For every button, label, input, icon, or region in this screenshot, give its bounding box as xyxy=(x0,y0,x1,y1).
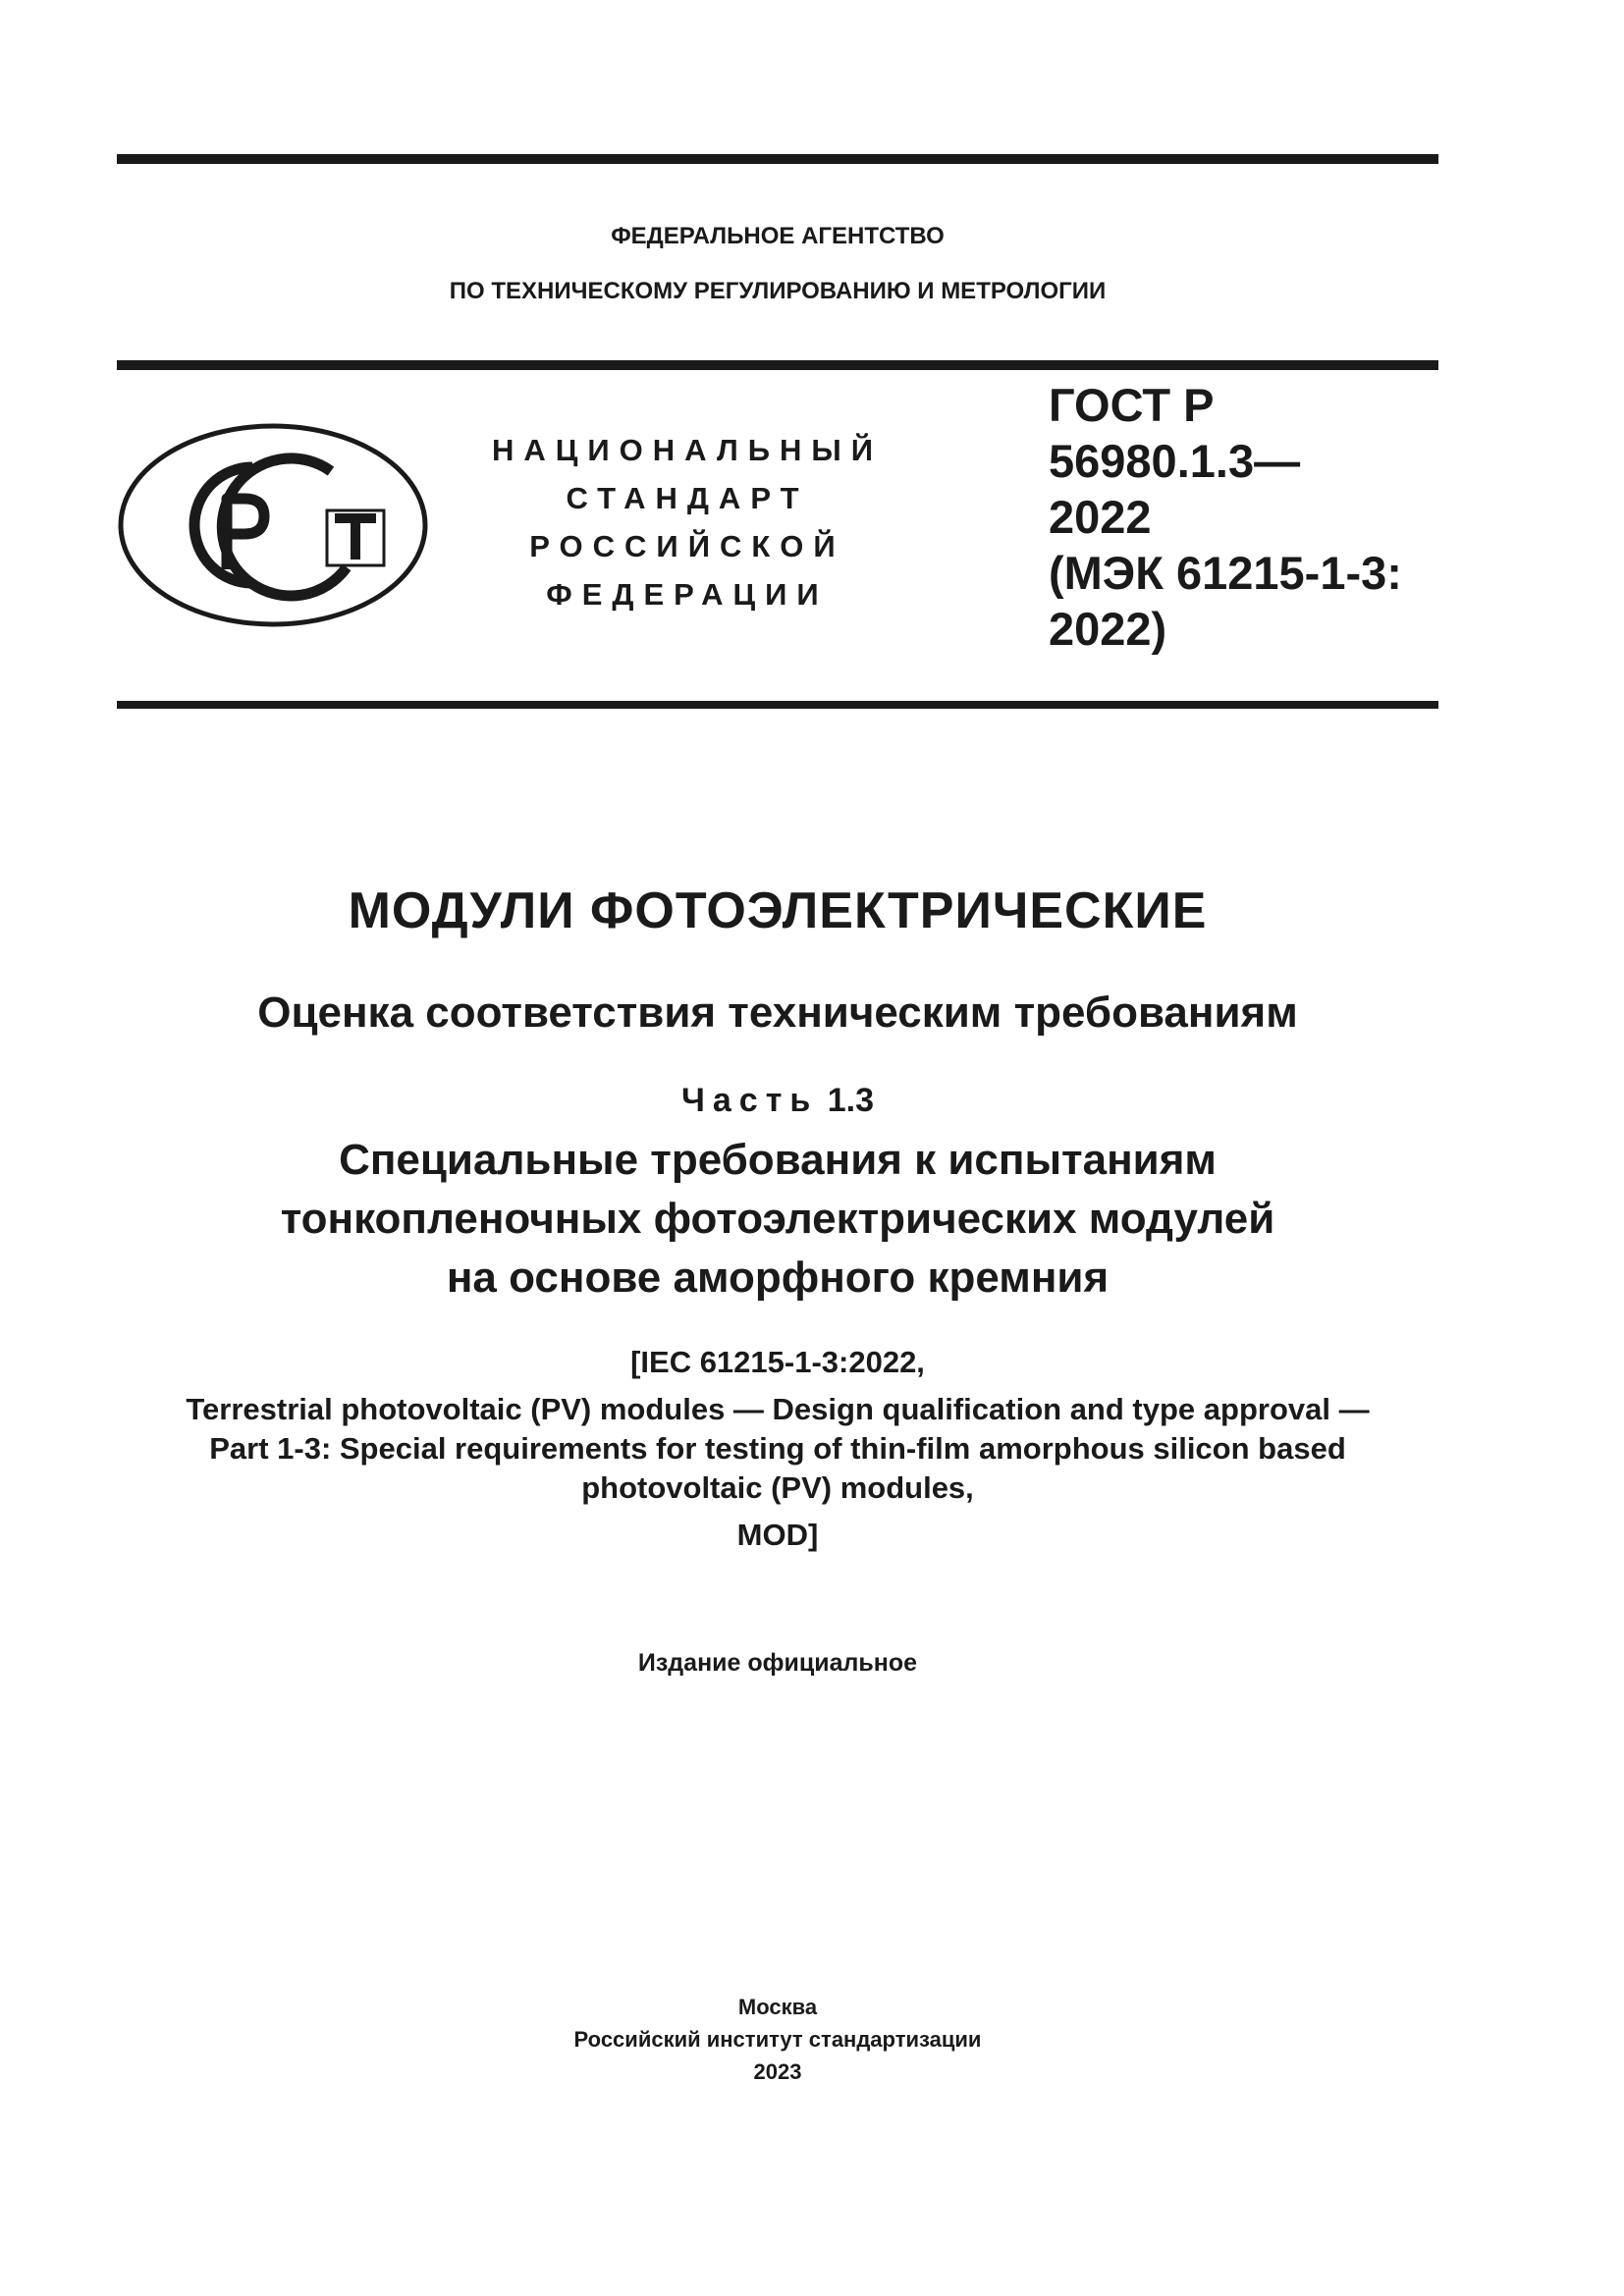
national-standard-line3: РОССИЙСКОЙ xyxy=(529,529,845,563)
iec-reference: [IEC 61215-1-3:2022, xyxy=(630,1345,925,1379)
designation-line1: ГОСТ Р xyxy=(1049,379,1215,431)
imprint-city: Москва xyxy=(737,1995,818,2019)
iec-title-line1: Terrestrial photovoltaic (PV) modules — Design qualification and type approval — xyxy=(186,1392,1370,1426)
top-rule xyxy=(117,154,1438,164)
imprint-publisher: Российский институт стандартизации xyxy=(573,2027,982,2052)
part-title-line3: на основе аморфного кремния xyxy=(446,1254,1110,1302)
iec-title-line2: Part 1-3: Special requirements for testing of thin-film amorphous silicon based xyxy=(209,1431,1346,1466)
designation-line3: 2022 xyxy=(1049,491,1152,543)
rst-certification-mark-icon xyxy=(117,422,429,628)
iec-modification: MOD] xyxy=(736,1518,819,1552)
national-standard-label xyxy=(471,426,903,618)
designation-line2: 56980.1.3— xyxy=(1049,435,1301,487)
national-standard-line4: ФЕДЕРАЦИИ xyxy=(546,577,829,612)
national-standard-line2: СТАНДАРТ xyxy=(566,481,809,515)
national-standard-line1: НАЦИОНАЛЬНЫЙ xyxy=(491,433,884,467)
document-subtitle: Оценка соответствия техническим требованиям xyxy=(257,988,1298,1037)
standard-designation xyxy=(1049,377,1441,657)
document-title: МОДУЛИ ФОТОЭЛЕКТРИЧЕСКИЕ xyxy=(348,882,1208,939)
imprint-year: 2023 xyxy=(753,2059,802,2084)
header-bottom-rule xyxy=(117,701,1438,709)
agency-name-line2: ПО ТЕХНИЧЕСКОМУ РЕГУЛИРОВАНИЮ И МЕТРОЛОГИИ xyxy=(449,278,1107,304)
part-title-line1: Специальные требования к испытаниям xyxy=(339,1136,1217,1184)
agency-name-line1: ФЕДЕРАЛЬНОЕ АГЕНТСТВО xyxy=(611,223,945,249)
iec-title-line3: photovoltaic (PV) modules, xyxy=(581,1470,974,1505)
part-label xyxy=(117,1084,1438,1117)
edition-label: Издание официальное xyxy=(637,1649,918,1677)
designation-line4: (МЭК 61215-1-3: xyxy=(1049,547,1402,599)
part-title xyxy=(117,1131,1438,1308)
part-title-line2: тонкопленочных фотоэлектрических модулей xyxy=(280,1195,1275,1243)
part-word: Часть xyxy=(681,1082,819,1119)
header-rule xyxy=(117,360,1438,370)
designation-line5: 2022) xyxy=(1049,603,1167,655)
part-number: 1.3 xyxy=(827,1082,874,1119)
iec-reference-block xyxy=(98,1343,1457,1555)
imprint xyxy=(117,1991,1438,2088)
